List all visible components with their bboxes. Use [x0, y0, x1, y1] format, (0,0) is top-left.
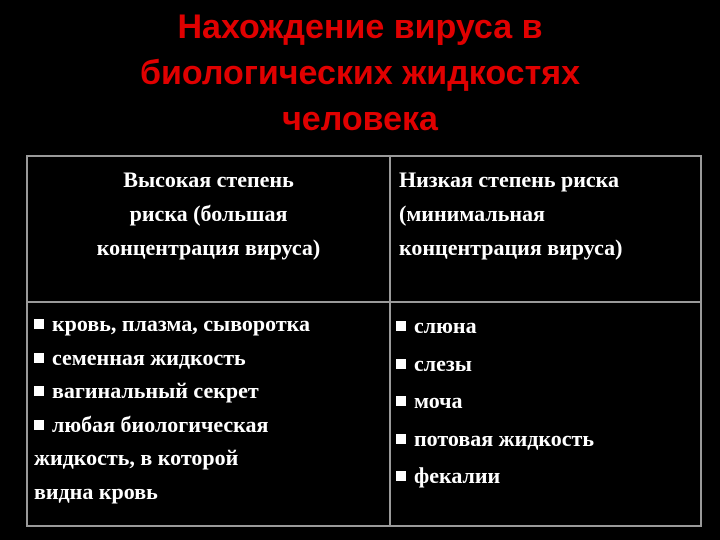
square-bullet-icon — [34, 319, 44, 329]
list-item-continuation: жидкость, в которой — [34, 445, 239, 470]
list-item — [396, 307, 696, 345]
header-high-risk-line-1: Высокая степень — [123, 167, 294, 192]
square-bullet-icon — [396, 471, 406, 481]
table-column-divider — [389, 157, 391, 525]
header-low-risk — [399, 163, 699, 265]
list-item — [396, 457, 696, 495]
list-item — [396, 420, 696, 458]
list-item-label: моча — [414, 388, 463, 413]
header-low-risk-line-2: (минимальная — [399, 201, 545, 226]
square-bullet-icon — [396, 396, 406, 406]
square-bullet-icon — [396, 434, 406, 444]
list-item-label: семенная жидкость — [52, 344, 246, 370]
list-item — [34, 307, 384, 341]
risk-table — [26, 155, 702, 527]
list-item — [34, 374, 384, 408]
header-low-risk-line-1: Низкая степень риска — [399, 167, 619, 192]
list-item-label: фекалии — [414, 463, 501, 488]
list-item-label: кровь, плазма, сыворотка — [52, 311, 311, 336]
list-item-label: любая биологическая — [52, 411, 269, 437]
high-risk-list — [34, 307, 384, 508]
title-line-3: человека — [282, 100, 438, 138]
header-high-risk — [28, 163, 389, 265]
square-bullet-icon — [396, 321, 406, 331]
header-low-risk-line-3: концентрация вируса) — [399, 235, 623, 260]
square-bullet-icon — [34, 386, 44, 396]
list-item — [34, 408, 384, 442]
title-line-2: биологических жидкостях — [140, 54, 580, 92]
header-high-risk-line-2: риска (большая — [129, 201, 288, 226]
list-item-label: слезы — [414, 350, 472, 376]
table-row-divider — [28, 301, 700, 303]
square-bullet-icon — [396, 359, 406, 369]
slide-title — [0, 0, 720, 142]
square-bullet-icon — [34, 420, 44, 430]
title-line-1: Нахождение вируса в — [177, 8, 543, 46]
header-high-risk-line-3: концентрация вируса) — [96, 235, 321, 260]
list-item — [396, 382, 696, 420]
list-item — [34, 341, 384, 375]
low-risk-list — [396, 307, 696, 495]
list-item-label: потовая жидкость — [414, 425, 594, 451]
list-item-continuation: видна кровь — [34, 478, 158, 504]
square-bullet-icon — [34, 353, 44, 363]
list-item-label: вагинальный секрет — [52, 378, 259, 403]
list-item — [396, 345, 696, 383]
list-item-label: слюна — [414, 313, 477, 338]
